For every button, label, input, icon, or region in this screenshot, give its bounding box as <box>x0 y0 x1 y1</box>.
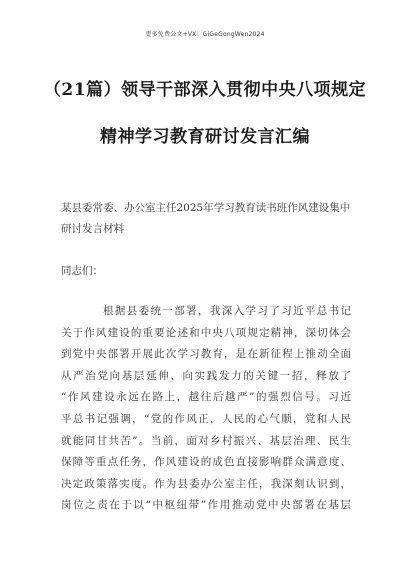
body-line: 关于作风建设的重要论述和中央八项规定精神，深切体会 <box>61 326 351 339</box>
body-line: 就能同甘共苦”。当前，面对乡村振兴、基层治理、民生 <box>61 434 351 447</box>
promo-header: 更多免费公文+VX：GiGeGongWen2024 <box>145 31 265 38</box>
body-line: 根据县委统一部署，我深入学习了习近平总书记 <box>103 305 351 317</box>
document-subtitle: 某县委常委、办公室主任2025年学习教育读书班作风建设集中研讨发言材料 <box>61 202 351 235</box>
body-paragraph <box>61 301 351 517</box>
body-line: “作风建设永远在路上，越往后越严”的强烈信号。习近 <box>61 391 351 404</box>
body-line: 决定政策落实度。作为县委办公室主任，我深刻认识到， <box>61 477 351 490</box>
body-line: 从严治党向基层延伸、向实践发力的关键一招，释放了 <box>61 369 351 382</box>
salutation: 同志们： <box>61 265 103 277</box>
body-line: 到党中央部署开展此次学习教育，是在新征程上推动全面 <box>61 348 351 361</box>
document-title-line-1: （21篇）领导干部深入贯彻中央八项规定 <box>43 80 367 100</box>
body-line: 保障等重点任务，作风建设的成色直接影响群众满意度、 <box>61 456 351 469</box>
body-line: 平总书记强调，“党的作风正，人民的心气顺，党和人民 <box>61 412 351 425</box>
body-line: 岗位之责在于以“中枢纽带”作用推动党中央部署在基层 <box>61 499 351 512</box>
document-title-line-2: 精神学习教育研讨发言汇编 <box>100 127 310 147</box>
